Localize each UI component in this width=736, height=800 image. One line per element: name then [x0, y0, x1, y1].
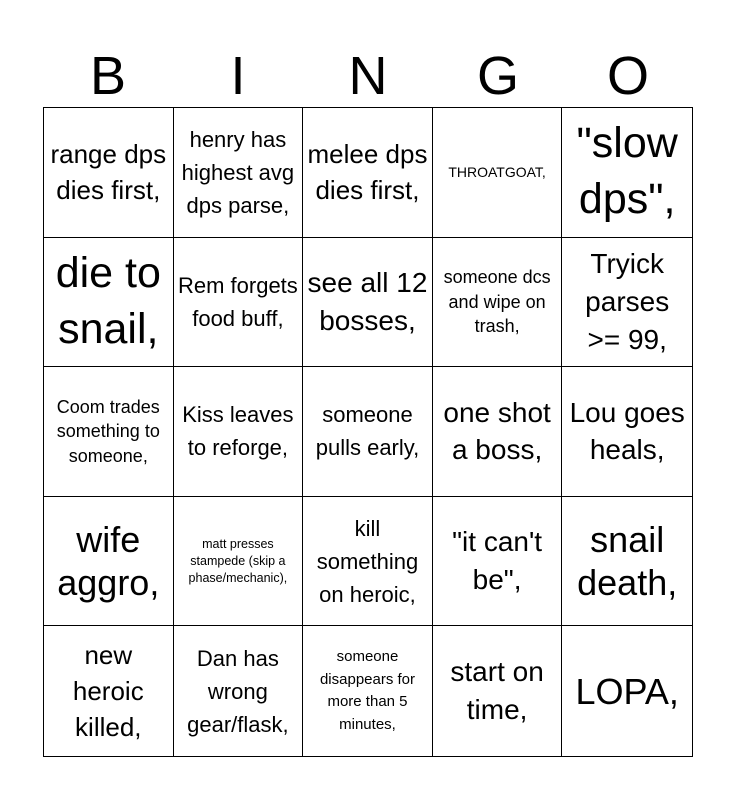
bingo-cell[interactable]: Rem forgets food buff, [174, 238, 304, 368]
bingo-header [43, 44, 693, 108]
bingo-cell[interactable]: see all 12 bosses, [303, 238, 433, 368]
header-letter-g: G [476, 46, 519, 106]
bingo-cell[interactable]: kill something on heroic, [303, 497, 433, 627]
bingo-cell[interactable]: THROATGOAT, [433, 108, 563, 238]
bingo-cell[interactable]: matt presses stampede (skip a phase/mechanic), [174, 497, 304, 627]
bingo-cell[interactable]: range dps dies first, [44, 108, 174, 238]
bingo-cell[interactable]: start on time, [433, 626, 563, 756]
header-letter-i: I [230, 46, 246, 106]
header-letter-n: N [348, 46, 388, 106]
bingo-cell[interactable]: someone dcs and wipe on trash, [433, 238, 563, 368]
bingo-cell[interactable]: snail death, [562, 497, 692, 627]
bingo-cell[interactable]: LOPA, [575, 670, 679, 712]
bingo-cell[interactable]: someone pulls early, [303, 367, 433, 497]
bingo-cell[interactable]: Tryick parses >= 99, [562, 238, 692, 368]
bingo-grid [43, 107, 693, 757]
header-letter-o: O [606, 46, 649, 106]
bingo-cell[interactable]: Dan has wrong gear/flask, [174, 626, 304, 756]
bingo-cell[interactable]: henry has highest avg dps parse, [174, 108, 304, 238]
bingo-cell[interactable]: "slow dps", [562, 108, 692, 238]
bingo-cell[interactable]: "it can't be", [433, 497, 563, 627]
bingo-cell[interactable]: Kiss leaves to reforge, [174, 367, 304, 497]
header-letter-b: B [89, 46, 127, 106]
bingo-cell[interactable]: melee dps dies first, [303, 108, 433, 238]
bingo-cell[interactable]: someone disappears for more than 5 minutes, [303, 626, 433, 756]
bingo-cell[interactable]: Lou goes heals, [562, 367, 692, 497]
bingo-cell[interactable]: wife aggro, [44, 497, 174, 627]
bingo-cell[interactable]: one shot a boss, [433, 367, 563, 497]
bingo-cell[interactable]: new heroic killed, [44, 626, 174, 756]
bingo-cell[interactable]: die to snail, [44, 238, 174, 368]
bingo-cell[interactable]: Coom trades something to someone, [44, 367, 174, 497]
